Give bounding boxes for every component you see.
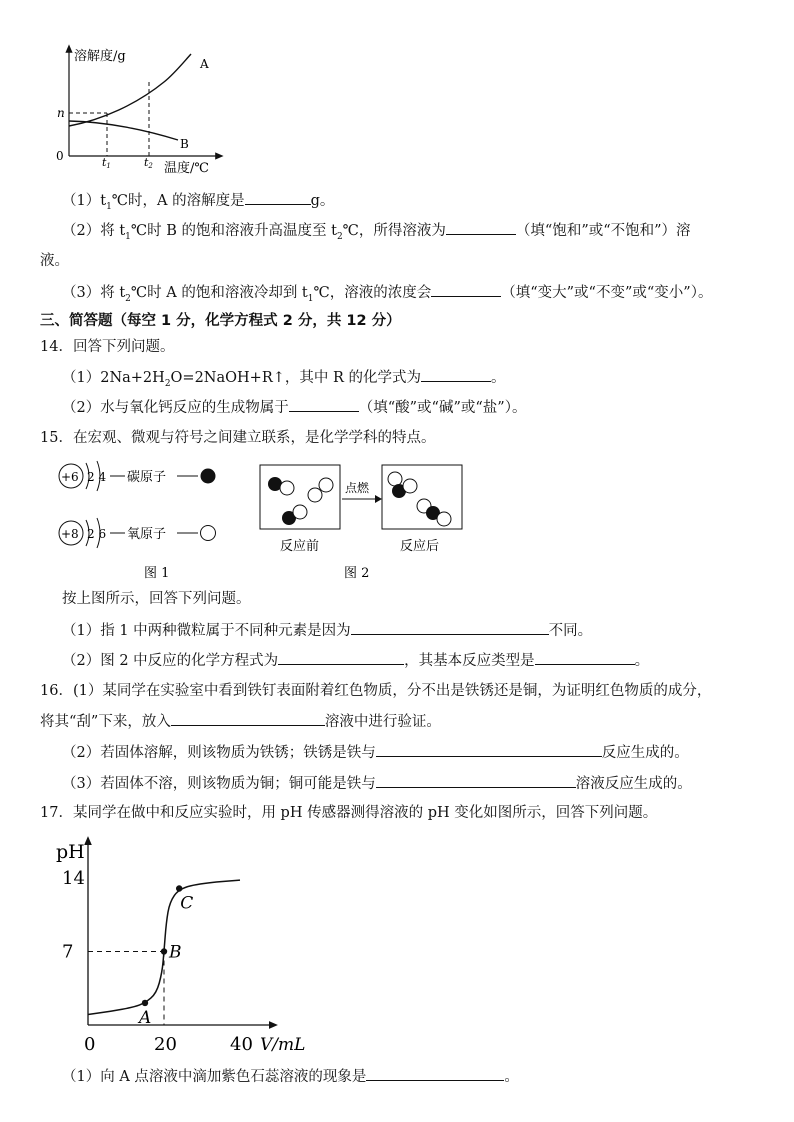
figure2-caption: 图 2 bbox=[344, 566, 370, 581]
ph-point-b bbox=[161, 948, 167, 954]
ph-point-a bbox=[142, 1000, 148, 1006]
answer-blank[interactable] bbox=[289, 397, 359, 412]
answer-blank[interactable] bbox=[171, 711, 325, 726]
ph-x-tick-label: 40 bbox=[230, 1034, 253, 1055]
ph-point-label: C bbox=[180, 893, 194, 914]
q14-part2: （2）水与氧化钙反应的生成物属于 （填“酸”或“碱”或“盐”）。 bbox=[62, 397, 526, 418]
section-heading: 三、简答题（每空 1 分，化学方程式 2 分，共 12 分） bbox=[40, 313, 401, 329]
oxygen-shells: 2 6 bbox=[87, 527, 107, 541]
q13-part2-cont: 液。 bbox=[40, 253, 69, 269]
curve-a bbox=[69, 54, 191, 126]
answer-blank[interactable] bbox=[421, 367, 491, 382]
x-axis-label: 温度/℃ bbox=[164, 161, 209, 176]
n-tick-label: n bbox=[57, 106, 65, 120]
q16-part2: （2）若固体溶解，则该物质为铁锈；铁锈是铁与 反应生成的。 bbox=[62, 742, 689, 763]
before-label: 反应前 bbox=[280, 539, 320, 554]
q15-part1: （1）指 1 中两种微粒属于不同种元素是因为 不同。 bbox=[62, 620, 592, 641]
ph-y-tick-label: 7 bbox=[62, 941, 74, 963]
q14-stem: 14．回答下列问题。 bbox=[40, 339, 175, 355]
ph-y-tick-label: 14 bbox=[62, 868, 85, 889]
answer-blank[interactable] bbox=[351, 620, 549, 635]
solubility-chart bbox=[52, 38, 242, 176]
ph-x-tick-label: 0 bbox=[84, 1034, 96, 1055]
q13-part3: （3）将 $t_2℃$时 A 的饱和溶液冷却到 $t_1℃$，溶液的浓度会 （填“变大”或“不变”或“变小”）。 bbox=[62, 282, 712, 309]
q15-part2: （2）图 2 中反应的化学方程式为 ，其基本反应类型是 。 bbox=[62, 650, 649, 671]
answer-blank[interactable] bbox=[366, 1066, 504, 1081]
origin-label: 0 bbox=[56, 149, 64, 163]
ph-point-label: B bbox=[169, 942, 182, 963]
answer-blank[interactable] bbox=[376, 773, 576, 788]
q13-part1: $(1)t_1℃$时，A 的溶解度是 g。 bbox=[62, 190, 334, 217]
ph-x-tick-label: 20 bbox=[154, 1034, 177, 1055]
ph-point-c bbox=[176, 885, 182, 891]
answer-blank[interactable] bbox=[278, 650, 404, 665]
q15-stem: 15．在宏观、微观与符号之间建立联系，是化学学科的特点。 bbox=[40, 430, 436, 446]
answer-blank[interactable] bbox=[431, 282, 501, 297]
ph-y-axis-label: pH bbox=[56, 841, 85, 863]
after-label: 反应后 bbox=[400, 539, 440, 554]
ph-point-label: A bbox=[139, 1007, 152, 1028]
q14-part1: $(1)2Na+2H_2O=2NaOH+R↑$，其中 R 的化学式为 。 bbox=[62, 367, 506, 394]
q17-part1: （1）向 A 点溶液中滴加紫色石蕊溶液的现象是 。 bbox=[62, 1066, 519, 1087]
ph-x-axis-label: V/mL bbox=[260, 1035, 306, 1055]
q13-part2: （2）将 $t_1℃$时 B 的饱和溶液升高温度至 $t_2℃$，所得溶液为 （填“饱和”或“不饱和”）溶 bbox=[62, 220, 691, 247]
q17-stem: 17．某同学在做中和反应实验时，用 pH 传感器测得溶液的 pH 变化如图所示，回答下列问题。 bbox=[40, 805, 658, 821]
q16-part3: （3）若固体不溶，则该物质为铜；铜可能是铁与 溶液反应生成的。 bbox=[62, 773, 692, 794]
oxygen-nucleus-label: +8 bbox=[61, 527, 79, 541]
carbon-shells: 2 4 bbox=[87, 470, 107, 484]
t2-tick-label: t2 bbox=[144, 156, 153, 170]
oxygen-label: 氧原子 bbox=[127, 527, 167, 542]
carbon-label: 碳原子 bbox=[127, 470, 167, 485]
curve-a-label: A bbox=[200, 57, 209, 71]
curve-b bbox=[69, 121, 178, 140]
ph-curve bbox=[88, 880, 240, 1014]
carbon-atom-symbol bbox=[201, 469, 216, 484]
answer-blank[interactable] bbox=[535, 650, 635, 665]
carbon-nucleus-label: +6 bbox=[61, 470, 79, 484]
answer-blank[interactable] bbox=[376, 742, 602, 757]
curve-b-label: B bbox=[180, 137, 189, 151]
y-axis-label: 溶解度/g bbox=[74, 49, 126, 64]
t1-tick-label: t1 bbox=[102, 156, 111, 170]
figure1-caption: 图 1 bbox=[144, 566, 170, 581]
q16-part1-cont: 将其“刮”下来，放入 溶液中进行验证。 bbox=[40, 711, 441, 732]
answer-blank[interactable] bbox=[245, 190, 311, 205]
answer-blank[interactable] bbox=[446, 220, 516, 235]
reaction-condition: 点燃 bbox=[345, 481, 370, 495]
q15-figures bbox=[50, 455, 470, 585]
q16-part1: 16．(1）某同学在实验室中看到铁钉表面附着红色物质，分不出是铁锈还是铜，为证明红色物质的成分， bbox=[40, 683, 712, 699]
q15-lead: 按上图所示，回答下列问题。 bbox=[62, 591, 251, 607]
oxygen-atom-symbol bbox=[201, 526, 216, 541]
ph-chart bbox=[52, 832, 312, 1062]
